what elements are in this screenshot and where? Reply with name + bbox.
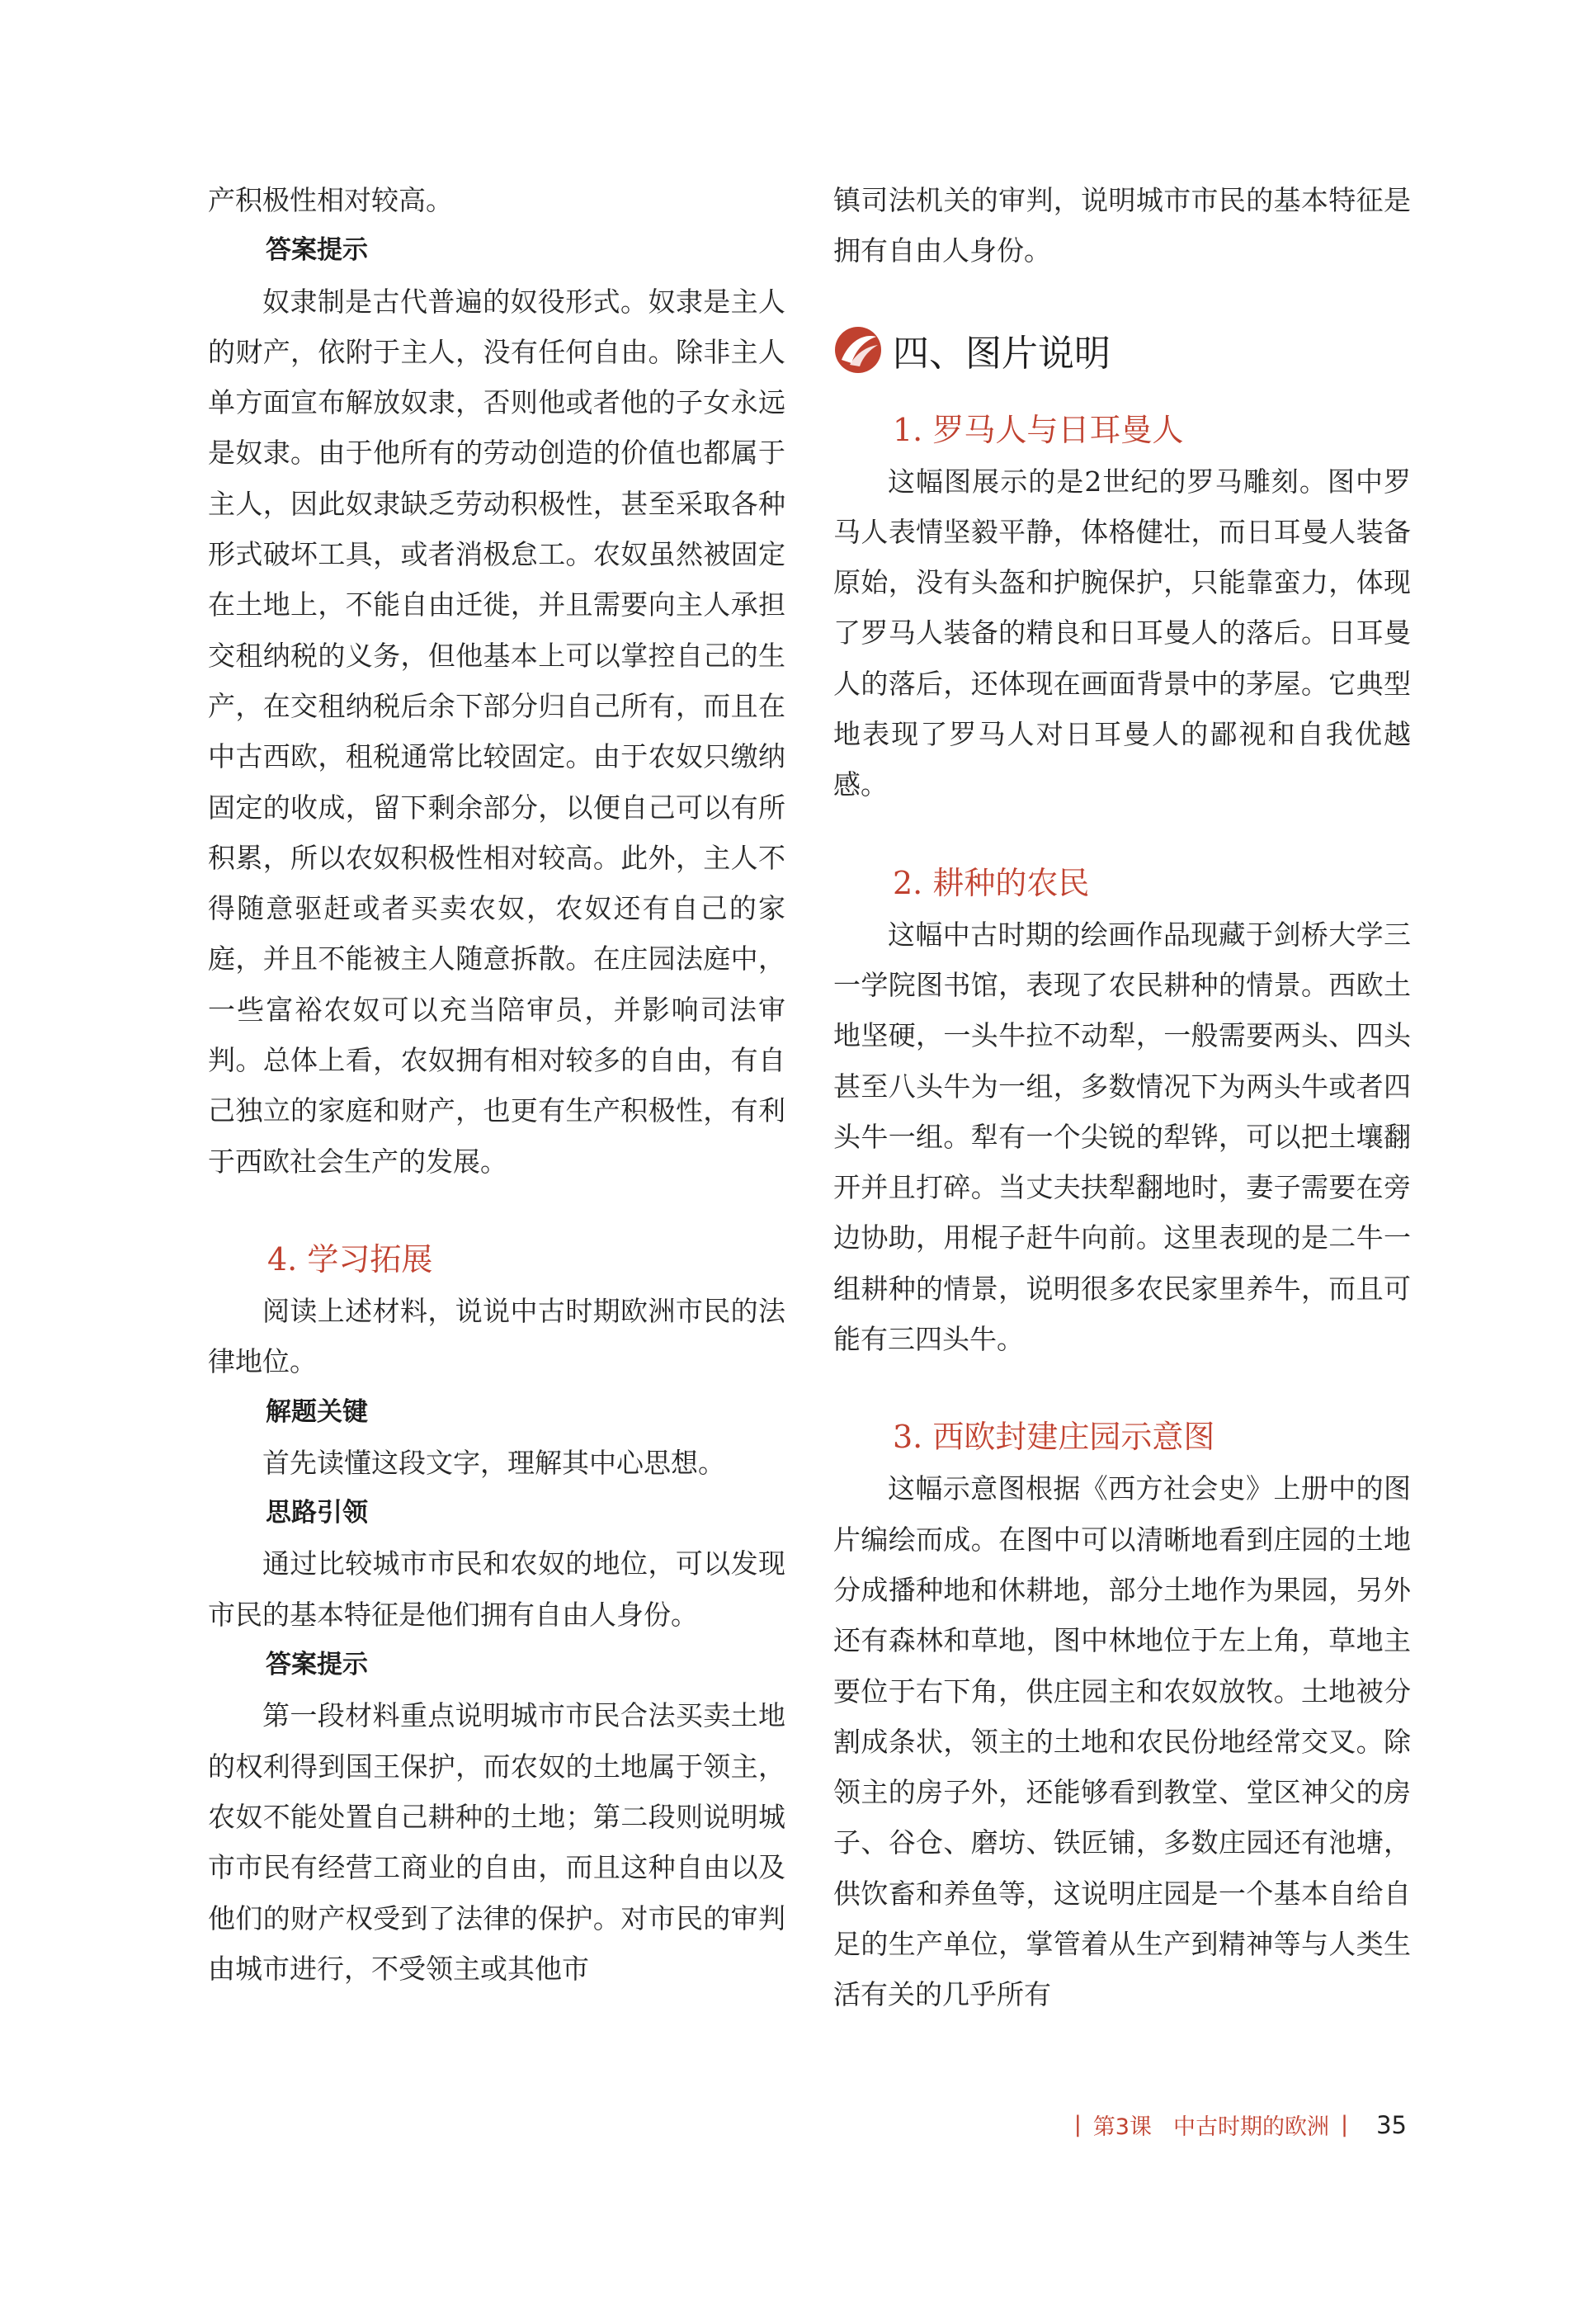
footer-divider: |: [1340, 2112, 1349, 2137]
answer-hint-label: 答案提示: [266, 1650, 368, 1680]
paragraph-answer: 第一段材料重点说明城市市民合法买卖土地的权利得到国王保护，而农奴的土地属于领主，农奴不能处置自己耕种的土地；第二段则说明城市市民有经营工商业的自由，而且这种自由以及他们的财产权受到了法律的保护。对市民的审判由城市进行，不受领主或其他市: [208, 1699, 785, 1985]
swoosh-icon: [833, 325, 883, 375]
paragraph-guide: 通过比较城市市民和农奴的地位，可以发现市民的基本特征是他们拥有自由人身份。: [208, 1547, 785, 1631]
answer-hint-label: 答案提示: [266, 235, 368, 266]
guide-label: 思路引领: [266, 1498, 368, 1528]
subheading-romans-germans: 1. 罗马人与日耳曼人: [893, 411, 1184, 448]
subheading-farmers: 2. 耕种的农民: [893, 864, 1090, 901]
footer-divider: |: [1073, 2112, 1082, 2137]
paragraph-continued: 镇司法机关的审判，说明城市市民的基本特征是拥有自由人身份。: [833, 184, 1411, 267]
paragraph-manor-diagram: 这幅示意图根据《西方社会史》上册中的图片编绘而成。在图中可以清晰地看到庄园的土地分成播种地和休耕地，部分土地作为果园，另外还有森林和草地，图中林地位于左上角，草地主要位于右下角，供庄园主和农奴放牧。土地被分割成条状，领主的土地和农民份地经常交叉。除领主的房子外，还能够看到教堂、堂区神父的房子、谷仓、磨坊、铁匠铺，多数庄园还有池塘，供饮畜和养鱼等，这说明庄园是一个基本自给自足的生产单位，掌管着从生产到精神等与人类生活有关的几乎所有: [833, 1472, 1411, 2011]
subheading-manor-diagram: 3. 西欧封建庄园示意图: [893, 1419, 1215, 1456]
paragraph-key-point: 首先读懂这段文字，理解其中心思想。: [262, 1446, 725, 1479]
right-column: [833, 175, 1411, 2020]
page-number: 35: [1376, 2110, 1407, 2139]
lesson-number: 第3课: [1092, 2114, 1152, 2140]
left-column: [208, 175, 785, 1994]
paragraph-farmers: 这幅中古时期的绘画作品现藏于剑桥大学三一学院图书馆，表现了农民耕种的情景。西欧土地坚硬，一头牛拉不动犁，一般需要两头、四头甚至八头牛为一组，多数情况下为两头牛或者四头牛一组。犁有一个尖锐的犁铧，可以把土壤翻开并且打碎。当丈夫扶犁翻地时，妻子需要在旁边协助，用棍子赶牛向前。这里表现的是二牛一组耕种的情景，说明很多农民家里养牛，而且可能有三四头牛。: [833, 918, 1411, 1356]
chapter-title: 中古时期的欧洲: [1172, 2114, 1329, 2140]
section-heading: [833, 321, 1411, 379]
key-point-label: 解题关键: [266, 1396, 368, 1427]
paragraph-romans-germans: 这幅图展示的是2世纪的罗马雕刻。图中罗马人表情坚毅平静，体格健壮，而日耳曼人装备原始，没有头盔和护腕保护，只能靠蛮力，体现了罗马人装备的精良和日耳曼人的落后。日耳曼人的落后，还体现在画面背景中的茅屋。它典型地表现了罗马人对日耳曼人的鄙视和自我优越感。: [833, 465, 1411, 801]
paragraph-continued: 产积极性相对较高。: [208, 184, 453, 216]
page-footer: [1063, 2109, 1407, 2141]
paragraph-slavery-serfdom: 奴隶制是古代普遍的奴役形式。奴隶是主人的财产，依附于主人，没有任何自由。除非主人单方面宣布解放奴隶，否则他或者他的子女永远是奴隶。由于他所有的劳动创造的价值也都属于主人，因此奴隶缺乏劳动积极性，甚至采取各种形式破坏工具，或者消极怠工。农奴虽然被固定在土地上，不能自由迁徙，并且需要向主人承担交租纳税的义务，但他基本上可以掌控自己的生产，在交租纳税后余下部分归自己所有，而且在中古西欧，租税通常比较固定。由于农奴只缴纳固定的收成，留下剩余部分，以便自己可以有所积累，所以农奴积极性相对较高。此外，主人不得随意驱赶或者买卖农奴，农奴还有自己的家庭，并且不能被主人随意拆散。在庄园法庭中，一些富裕农奴可以充当陪审员，并影响司法审判。总体上看，农奴拥有相对较多的自由，有自己独立的家庭和财产，也更有生产积极性，有利于西欧社会生产的发展。: [208, 285, 785, 1178]
section-title: 四、图片说明: [893, 332, 1111, 375]
subheading-study-extension: 4. 学习拓展: [267, 1240, 433, 1278]
paragraph-question: 阅读上述材料，说说中古时期欧洲市民的法律地位。: [208, 1294, 785, 1378]
